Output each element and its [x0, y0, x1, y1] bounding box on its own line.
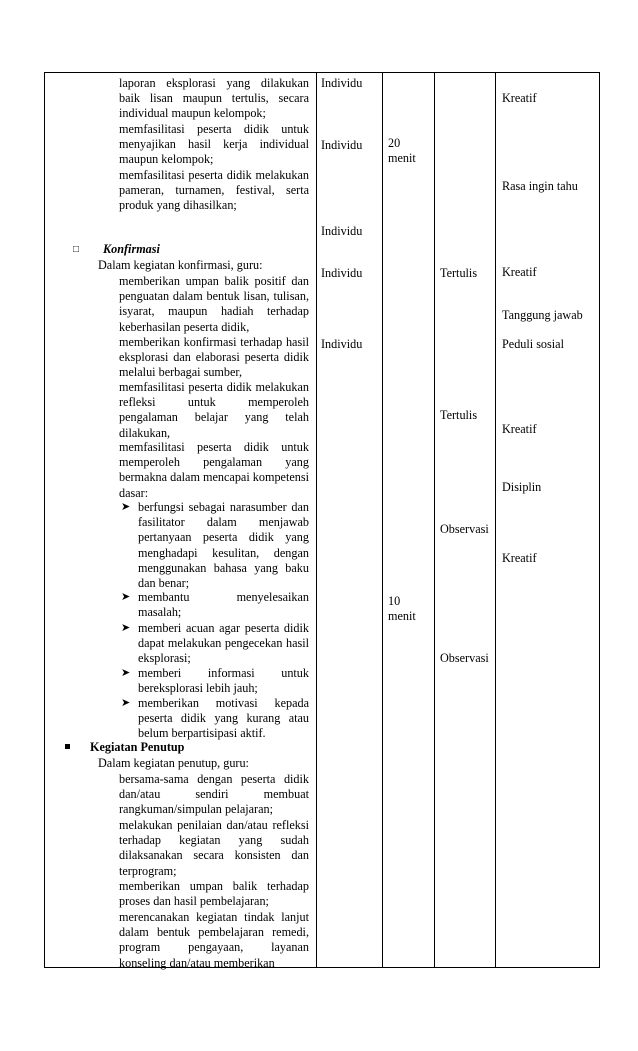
penilaian-cell: Tertulis	[440, 266, 478, 280]
arrow-bullet-icon: ➤	[121, 667, 131, 679]
karakter-cell: Kreatif	[502, 265, 537, 279]
column-divider	[382, 73, 383, 967]
penutup-item-2: melakukan penilaian dan/atau refleksi terhadap kegiatan yang sudah dilaksanakan secara konsisten dan terprogram;	[119, 818, 309, 878]
waktu-value: 10	[388, 594, 401, 608]
penilaian-cell: Tertulis	[440, 408, 478, 422]
konfirmasi-item-1: memberikan umpan balik positif dan penguatan dalam bentuk lisan, tulisan, isyarat, maupun hadiah terhadap keberhasilan peserta didik,	[119, 274, 309, 334]
konfirmasi-heading: Konfirmasi	[103, 242, 160, 256]
karakter-cell: Peduli sosial	[502, 337, 564, 351]
penutup-item-1: bersama-sama dengan peserta didik dan/atau sendiri membuat rangkuman/simpulan pelajaran;	[119, 772, 309, 817]
karakter-cell: Disiplin	[502, 480, 542, 494]
column-divider	[495, 73, 496, 967]
sub-item-5: memberikan motivasi kepada peserta didik yang kurang atau belum berpartisipasi aktif.	[138, 696, 309, 741]
konfirmasi-item-4: memfasilitasi peserta didik untuk memperoleh pengalaman yang bermakna dalam mencapai kompetensi dasar:	[119, 440, 309, 500]
konfirmasi-item-3: memfasilitasi peserta didik melakukan refleksi untuk memperoleh pengalaman belajar yang telah dilakukan,	[119, 380, 309, 440]
karakter-cell: Kreatif	[502, 91, 537, 105]
penutup-item-4: merencanakan kegiatan tindak lanjut dalam bentuk pembelajaran remedi, program pengayaan, layanan konseling dan/atau memberikan	[119, 910, 309, 970]
eksplorasi-item-1: laporan eksplorasi yang dilakukan baik lisan maupun tertulis, secara individual maupun kelompok;	[119, 76, 309, 121]
penutup-item-3: memberikan umpan balik terhadap proses dan hasil pembelajaran;	[119, 879, 309, 909]
bentuk-cell: Individu	[321, 224, 363, 238]
bentuk-cell: Individu	[321, 337, 363, 351]
konfirmasi-item-2: memberikan konfirmasi terhadap hasil eksplorasi dan elaborasi peserta didik melalui berbagai sumber,	[119, 335, 309, 380]
arrow-bullet-icon: ➤	[121, 697, 131, 709]
penutup-intro: Dalam kegiatan penutup, guru:	[98, 756, 249, 770]
column-divider	[434, 73, 435, 967]
bentuk-cell: Individu	[321, 76, 363, 90]
karakter-cell: Rasa ingin tahu	[502, 179, 578, 193]
sub-item-3: memberi acuan agar peserta didik dapat melakukan pengecekan hasil eksplorasi;	[138, 621, 309, 666]
bentuk-cell: Individu	[321, 266, 363, 280]
penutup-heading: Kegiatan Penutup	[90, 740, 185, 754]
bullet-icon: □	[73, 244, 80, 255]
sub-item-2: membantu menyelesaikan masalah;	[138, 590, 309, 620]
eksplorasi-item-2: memfasilitasi peserta didik untuk menyajikan hasil kerja individual maupun kelompok;	[119, 122, 309, 167]
karakter-cell: Tanggung jawab	[502, 308, 583, 322]
penilaian-cell: Observasi	[440, 522, 489, 536]
sub-item-4: memberi informasi untuk bereksplorasi lebih jauh;	[138, 666, 309, 696]
bentuk-cell: Individu	[321, 138, 363, 152]
waktu-unit: menit	[388, 151, 416, 165]
arrow-bullet-icon: ➤	[121, 501, 131, 513]
karakter-cell: Kreatif	[502, 422, 537, 436]
arrow-bullet-icon: ➤	[121, 591, 131, 603]
konfirmasi-intro: Dalam kegiatan konfirmasi, guru:	[98, 258, 263, 272]
waktu-value: 20	[388, 136, 401, 150]
column-divider	[316, 73, 317, 967]
sub-item-1: berfungsi sebagai narasumber dan fasilitator dalam menjawab pertanyaan peserta didik yang menghadapi kesulitan, dengan menggunakan bahasa yang baku dan benar;	[138, 500, 309, 591]
waktu-unit: menit	[388, 609, 416, 623]
penilaian-cell: Observasi	[440, 651, 489, 665]
square-bullet-icon	[65, 744, 70, 749]
karakter-cell: Kreatif	[502, 551, 537, 565]
eksplorasi-item-3: memfasilitasi peserta didik melakukan pameran, turnamen, festival, serta produk yang dihasilkan;	[119, 168, 309, 213]
arrow-bullet-icon: ➤	[121, 622, 131, 634]
